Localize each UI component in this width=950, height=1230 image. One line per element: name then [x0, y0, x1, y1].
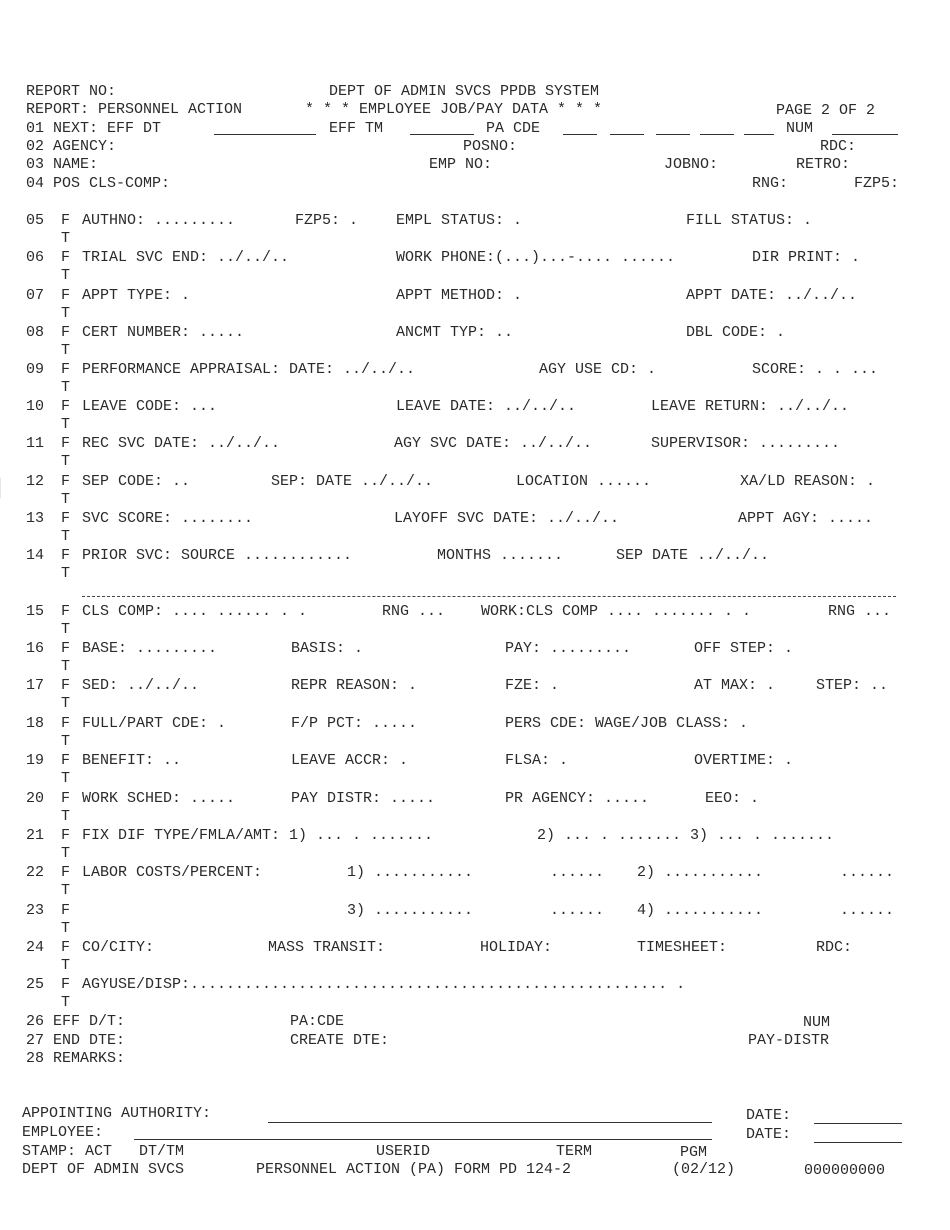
- leave-date-field: LEAVE DATE: ../../..: [396, 398, 577, 415]
- dir-print-field: DIR PRINT: .: [752, 249, 861, 266]
- rdc-field: RDC:: [816, 939, 853, 956]
- row-f-marker: F: [61, 435, 71, 452]
- supervisor-field: SUPERVISOR: .........: [651, 435, 841, 452]
- labor-costs-percent-label: LABOR COSTS/PERCENT:: [82, 864, 263, 881]
- line02-agency: 02 AGENCY:: [26, 138, 117, 155]
- row-t-marker: T: [61, 230, 71, 247]
- form-number: 000000000: [804, 1162, 886, 1179]
- full-part-cde-field: FULL/PART CDE: .: [82, 715, 227, 732]
- num-label: NUM: [803, 1014, 831, 1031]
- pay-field: PAY: .........: [505, 640, 632, 657]
- at-max-field: AT MAX: .: [694, 677, 776, 694]
- repr-reason-field: REPR REASON: .: [291, 677, 418, 694]
- appt-date-field: APPT DATE: ../../..: [686, 287, 858, 304]
- row-number: 11: [26, 435, 45, 452]
- prior-sep-date-field: SEP DATE ../../..: [616, 547, 770, 564]
- row-number: 17: [26, 677, 45, 694]
- row-f-marker: F: [61, 790, 71, 807]
- row-t-marker: T: [61, 770, 71, 787]
- co-city-field: CO/CITY:: [82, 939, 155, 956]
- form-revision-date: (02/12): [672, 1161, 736, 1178]
- row-f-marker: F: [61, 473, 71, 490]
- row-t-marker: T: [61, 658, 71, 675]
- score-field: SCORE: . . ...: [752, 361, 879, 378]
- row-t-marker: T: [61, 342, 71, 359]
- work-rng-field: RNG ...: [828, 603, 892, 620]
- trial-svc-end-field: TRIAL SVC END: ../../..: [82, 249, 290, 266]
- dept-name: DEPT OF ADMIN SVCS: [22, 1161, 185, 1178]
- line01-num: NUM: [786, 120, 814, 137]
- row-f-marker: F: [61, 287, 71, 304]
- appointing-authority-signature-line[interactable]: [268, 1122, 712, 1123]
- holiday-field: HOLIDAY:: [480, 939, 553, 956]
- row-number: 10: [26, 398, 45, 415]
- date-label: DATE:: [746, 1126, 792, 1143]
- row-t-marker: T: [61, 808, 71, 825]
- row-number: 24: [26, 939, 45, 956]
- labor-cost-1: 1) ...........: [347, 864, 474, 881]
- basis-field: BASIS: .: [291, 640, 364, 657]
- timesheet-field: TIMESHEET:: [637, 939, 728, 956]
- page-indicator: PAGE 2 OF 2: [776, 102, 876, 119]
- row-t-marker: T: [61, 453, 71, 470]
- row-t-marker: T: [61, 845, 71, 862]
- work-phone-field: WORK PHONE:(...)...-.... ......: [396, 249, 676, 266]
- section-divider: [82, 596, 896, 597]
- line01-eff-tm: EFF TM: [329, 120, 384, 137]
- labor-percent-3: ......: [550, 902, 605, 919]
- sep-code-field: SEP CODE: ..: [82, 473, 191, 490]
- pgm-label: PGM: [680, 1144, 708, 1161]
- row-t-marker: T: [61, 882, 71, 899]
- labor-percent-4: ......: [840, 902, 895, 919]
- row-f-marker: F: [61, 715, 71, 732]
- row-number: 12: [26, 473, 45, 490]
- row-t-marker: T: [61, 267, 71, 284]
- sed-field: SED: ../../..: [82, 677, 200, 694]
- row-number: 22: [26, 864, 45, 881]
- userid-label: USERID: [376, 1143, 431, 1160]
- line02-rdc: RDC:: [820, 138, 857, 155]
- xa-ld-reason-field: XA/LD REASON: .: [740, 473, 876, 490]
- row-f-marker: F: [61, 603, 71, 620]
- row-t-marker: T: [61, 305, 71, 322]
- row-number: 09: [26, 361, 45, 378]
- employee-label: EMPLOYEE:: [22, 1124, 104, 1141]
- pa-cde-field-5[interactable]: [744, 134, 774, 135]
- row-number: 05: [26, 212, 45, 229]
- agyuse-disp-field: AGYUSE/DISP:..................................................... .: [82, 976, 686, 993]
- labor-cost-3: 3) ...........: [347, 902, 474, 919]
- row-f-marker: F: [61, 677, 71, 694]
- row-t-marker: T: [61, 528, 71, 545]
- row-f-marker: F: [61, 939, 71, 956]
- line01-next-eff-dt: 01 NEXT: EFF DT: [26, 120, 162, 137]
- row-number: 16: [26, 640, 45, 657]
- leave-return-field: LEAVE RETURN: ../../..: [651, 398, 850, 415]
- fzp5-field: FZP5: .: [295, 212, 359, 229]
- line01-pa-cde: PA CDE: [486, 120, 541, 137]
- pay-distr-label: PAY-DISTR: [748, 1032, 830, 1049]
- eff-tm-field[interactable]: [410, 134, 474, 135]
- fix-dif-entries-2-3: 2) ... . ....... 3) ... . .......: [537, 827, 835, 844]
- row-t-marker: T: [61, 920, 71, 937]
- svc-score-field: SVC SCORE: ........: [82, 510, 254, 527]
- pa-cde-field-1[interactable]: [563, 134, 597, 135]
- row-f-marker: F: [61, 361, 71, 378]
- location-field: LOCATION ......: [516, 473, 652, 490]
- cert-number-field: CERT NUMBER: .....: [82, 324, 245, 341]
- form-name: PERSONNEL ACTION (PA) FORM PD 124-2: [256, 1161, 572, 1178]
- row-t-marker: T: [61, 994, 71, 1011]
- row-t-marker: T: [61, 379, 71, 396]
- rec-svc-date-field: REC SVC DATE: ../../..: [82, 435, 281, 452]
- fp-pct-field: F/P PCT: .....: [291, 715, 418, 732]
- agy-svc-date-field: AGY SVC DATE: ../../..: [394, 435, 593, 452]
- fill-status-field: FILL STATUS: .: [686, 212, 813, 229]
- mass-transit-field: MASS TRANSIT:: [268, 939, 386, 956]
- appt-method-field: APPT METHOD: .: [396, 287, 523, 304]
- layoff-svc-date-field: LAYOFF SVC DATE: ../../..: [394, 510, 620, 527]
- line04-pos-cls-comp: 04 POS CLS-COMP:: [26, 175, 171, 192]
- line03-retro: RETRO:: [796, 156, 851, 173]
- appt-type-field: APPT TYPE: .: [82, 287, 191, 304]
- row-f-marker: F: [61, 864, 71, 881]
- row-number: 25: [26, 976, 45, 993]
- base-field: BASE: .........: [82, 640, 218, 657]
- row-t-marker: T: [61, 695, 71, 712]
- row-number: 21: [26, 827, 45, 844]
- row-number: 23: [26, 902, 45, 919]
- row-f-marker: F: [61, 547, 71, 564]
- sep-date-field: SEP: DATE ../../..: [271, 473, 434, 490]
- row-t-marker: T: [61, 621, 71, 638]
- employee-signature-line[interactable]: [134, 1139, 712, 1140]
- dbl-code-field: DBL CODE: .: [686, 324, 786, 341]
- overtime-field: OVERTIME: .: [694, 752, 794, 769]
- end-dte-label: 27 END DTE:: [26, 1032, 126, 1049]
- labor-percent-2: ......: [840, 864, 895, 881]
- row-number: 20: [26, 790, 45, 807]
- appointing-authority-label: APPOINTING AUTHORITY:: [22, 1105, 212, 1122]
- row-f-marker: F: [61, 510, 71, 527]
- row-f-marker: F: [61, 902, 71, 919]
- work-sched-field: WORK SCHED: .....: [82, 790, 236, 807]
- appt-agy-field: APPT AGY: .....: [738, 510, 874, 527]
- row-number: 18: [26, 715, 45, 732]
- row-t-marker: T: [61, 416, 71, 433]
- agy-use-cd-field: AGY USE CD: .: [539, 361, 657, 378]
- create-dte-label: CREATE DTE:: [290, 1032, 390, 1049]
- row-t-marker: T: [61, 565, 71, 582]
- row-number: 08: [26, 324, 45, 341]
- num-field[interactable]: [832, 134, 898, 135]
- pa-cde-field-4[interactable]: [700, 134, 734, 135]
- report-no-label: REPORT NO:: [26, 83, 117, 100]
- line03-emp-no: EMP NO:: [429, 156, 493, 173]
- prior-svc-source-field: PRIOR SVC: SOURCE ............: [82, 547, 353, 564]
- row-f-marker: F: [61, 212, 71, 229]
- row-f-marker: F: [61, 640, 71, 657]
- off-step-field: OFF STEP: .: [694, 640, 794, 657]
- row-number: 14: [26, 547, 45, 564]
- leave-accr-field: LEAVE ACCR: .: [291, 752, 409, 769]
- rng-field: RNG ...: [382, 603, 446, 620]
- date-label: DATE:: [746, 1107, 792, 1124]
- authno-field: AUTHNO: .........: [82, 212, 236, 229]
- row-number: 06: [26, 249, 45, 266]
- report-label: REPORT: PERSONNEL ACTION: [26, 101, 243, 118]
- fix-dif-type-fmla-amt-field: FIX DIF TYPE/FMLA/AMT: 1) ... . .......: [82, 827, 434, 844]
- pr-agency-field: PR AGENCY: .....: [505, 790, 650, 807]
- row-t-marker: T: [61, 491, 71, 508]
- row-f-marker: F: [61, 324, 71, 341]
- row-t-marker: T: [61, 733, 71, 750]
- left-margin-mark: [0, 478, 1, 498]
- flsa-field: FLSA: .: [505, 752, 569, 769]
- labor-percent-1: ......: [550, 864, 605, 881]
- line03-jobno: JOBNO:: [664, 156, 719, 173]
- system-title: DEPT OF ADMIN SVCS PPDB SYSTEM: [329, 83, 600, 100]
- performance-appraisal-date-field: PERFORMANCE APPRAISAL: DATE: ../../..: [82, 361, 416, 378]
- line04-fzp5: FZP5:: [854, 175, 900, 192]
- benefit-field: BENEFIT: ..: [82, 752, 182, 769]
- pa-cde-field-2[interactable]: [610, 134, 644, 135]
- stamp-act-dt-tm: STAMP: ACT DT/TM: [22, 1143, 185, 1160]
- row-f-marker: F: [61, 752, 71, 769]
- row-f-marker: F: [61, 827, 71, 844]
- employee-date-line[interactable]: [814, 1142, 902, 1143]
- appointing-date-line[interactable]: [814, 1123, 902, 1124]
- pay-distr-field: PAY DISTR: .....: [291, 790, 436, 807]
- row-number: 07: [26, 287, 45, 304]
- line02-posno: POSNO:: [463, 138, 518, 155]
- pers-cde-wage-job-class-field: PERS CDE: WAGE/JOB CLASS: .: [505, 715, 749, 732]
- fze-field: FZE: .: [505, 677, 560, 694]
- remarks-label: 28 REMARKS:: [26, 1050, 126, 1067]
- eff-dt-label: 26 EFF D/T:: [26, 1013, 126, 1030]
- row-number: 19: [26, 752, 45, 769]
- row-f-marker: F: [61, 976, 71, 993]
- empl-status-field: EMPL STATUS: .: [396, 212, 523, 229]
- pa-cde-field-3[interactable]: [656, 134, 690, 135]
- work-cls-comp-field: WORK:CLS COMP .... ....... . .: [481, 603, 752, 620]
- leave-code-field: LEAVE CODE: ...: [82, 398, 218, 415]
- row-t-marker: T: [61, 957, 71, 974]
- eeo-field: EEO: .: [705, 790, 760, 807]
- row-number: 15: [26, 603, 45, 620]
- line04-rng: RNG:: [752, 175, 789, 192]
- line03-name: 03 NAME:: [26, 156, 99, 173]
- labor-cost-4: 4) ...........: [637, 902, 764, 919]
- eff-dt-field[interactable]: [214, 134, 316, 135]
- report-subtitle: * * * EMPLOYEE JOB/PAY DATA * * *: [305, 101, 603, 118]
- row-f-marker: F: [61, 249, 71, 266]
- pa-cde-label: PA:CDE: [290, 1013, 345, 1030]
- ancmt-typ-field: ANCMT TYP: ..: [396, 324, 514, 341]
- step-field: STEP: ..: [816, 677, 889, 694]
- row-number: 13: [26, 510, 45, 527]
- term-label: TERM: [556, 1143, 593, 1160]
- cls-comp-field: CLS COMP: .... ...... . .: [82, 603, 308, 620]
- labor-cost-2: 2) ...........: [637, 864, 764, 881]
- months-field: MONTHS .......: [437, 547, 564, 564]
- row-f-marker: F: [61, 398, 71, 415]
